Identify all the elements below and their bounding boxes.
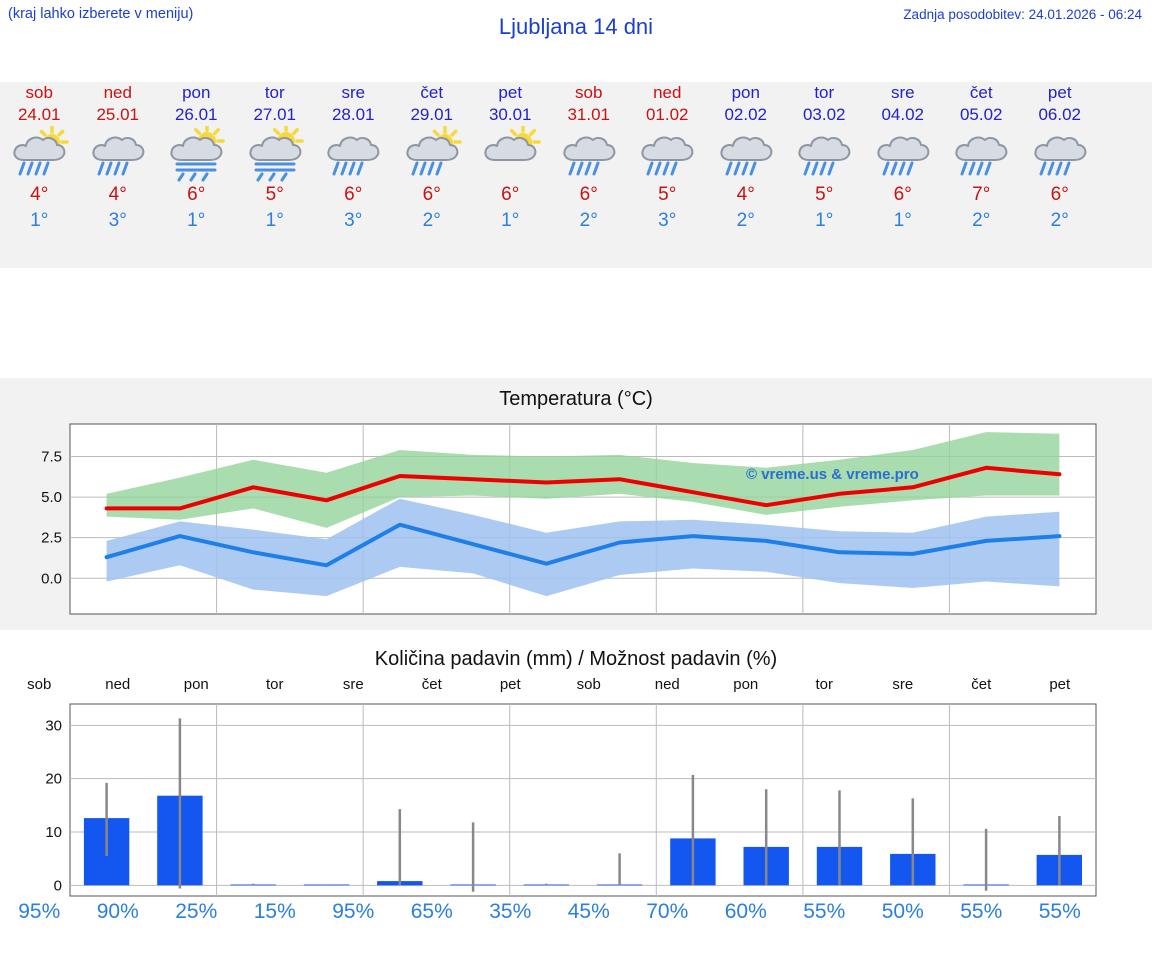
day-max-temp: 6° bbox=[187, 184, 206, 205]
cloud-rain-icon bbox=[864, 126, 943, 182]
forecast-day-column[interactable] bbox=[550, 82, 629, 234]
precipitation-probability-label: 25% bbox=[175, 900, 218, 923]
day-of-week-label: tor bbox=[814, 83, 835, 102]
day-date-label: 27.01 bbox=[253, 105, 297, 124]
precipitation-chart-title: Količina padavin (mm) / Možnost padavin (%) bbox=[374, 648, 778, 670]
day-of-week-label: sob bbox=[25, 83, 53, 102]
day-of-week-label: čet bbox=[969, 83, 993, 102]
day-date-label: 03.02 bbox=[802, 105, 846, 124]
precipitation-probability-label: 95% bbox=[18, 900, 61, 923]
day-max-temp: 5° bbox=[815, 184, 834, 205]
day-max-temp: 7° bbox=[972, 184, 991, 205]
day-of-week-label: sre bbox=[341, 83, 366, 102]
sun-cloud-snow-icon bbox=[236, 126, 315, 182]
day-date-label: 01.02 bbox=[645, 105, 689, 124]
day-min-temp: 1° bbox=[265, 210, 284, 231]
precipitation-day-label: pet bbox=[499, 676, 521, 693]
day-of-week-label: sob bbox=[575, 83, 603, 102]
day-max-temp: 6° bbox=[344, 184, 363, 205]
forecast-day-column[interactable] bbox=[157, 82, 236, 234]
precipitation-chart bbox=[0, 700, 1152, 905]
precipitation-probability-label: 55% bbox=[803, 900, 846, 923]
precipitation-day-label: tor bbox=[265, 676, 284, 693]
precipitation-probability-label: 35% bbox=[489, 900, 532, 923]
day-max-temp: 6° bbox=[893, 184, 912, 205]
day-max-temp: 6° bbox=[579, 184, 598, 205]
precipitation-probability-label: 55% bbox=[1038, 900, 1081, 923]
sun-cloud-icon bbox=[471, 126, 550, 182]
day-max-temp: 6° bbox=[501, 184, 520, 205]
page-header bbox=[0, 0, 1152, 60]
cloud-rain-icon bbox=[785, 126, 864, 182]
forecast-day-column[interactable] bbox=[314, 82, 393, 234]
precipitation-probability-label: 90% bbox=[96, 900, 139, 923]
cloud-rain-icon bbox=[79, 126, 158, 182]
day-min-temp: 2° bbox=[422, 210, 441, 231]
precipitation-day-label: ned bbox=[654, 676, 680, 693]
day-date-label: 06.02 bbox=[1038, 105, 1082, 124]
last-updated-label: Zadnja posodobitev: 24.01.2026 - 06:24 bbox=[903, 7, 1142, 22]
precipitation-day-label: sre bbox=[342, 676, 364, 693]
precipitation-day-label: sob bbox=[576, 676, 601, 693]
day-date-label: 30.01 bbox=[488, 105, 532, 124]
precipitation-probability-label: 50% bbox=[881, 900, 924, 923]
day-date-label: 02.02 bbox=[724, 105, 768, 124]
svg-text:20: 20 bbox=[45, 770, 62, 788]
forecast-day-column[interactable] bbox=[864, 82, 943, 234]
day-max-temp: 5° bbox=[658, 184, 677, 205]
precipitation-day-label: pon bbox=[183, 676, 209, 693]
day-min-temp: 2° bbox=[972, 210, 991, 231]
precipitation-probability-label: 15% bbox=[253, 900, 296, 923]
precipitation-day-label: čet bbox=[421, 676, 442, 693]
day-max-temp: 6° bbox=[1050, 184, 1069, 205]
page-title: Ljubljana 14 dni bbox=[498, 14, 654, 39]
day-max-temp: 4° bbox=[30, 184, 49, 205]
precipitation-day-label: sob bbox=[27, 676, 52, 693]
precipitation-probability-row bbox=[0, 900, 1152, 924]
forecast-day-column[interactable] bbox=[1021, 82, 1100, 234]
day-max-temp: 5° bbox=[265, 184, 284, 205]
day-of-week-label: sre bbox=[890, 83, 915, 102]
cloud-rain-icon bbox=[550, 126, 629, 182]
day-date-label: 04.02 bbox=[881, 105, 925, 124]
day-of-week-label: ned bbox=[653, 83, 682, 102]
day-min-temp: 1° bbox=[893, 210, 912, 231]
forecast-day-column[interactable] bbox=[236, 82, 315, 234]
forecast-day-column[interactable] bbox=[628, 82, 707, 234]
cloud-rain-icon bbox=[1021, 126, 1100, 182]
svg-text:7.5: 7.5 bbox=[41, 448, 62, 466]
precipitation-probability-label: 70% bbox=[646, 900, 689, 923]
forecast-day-column[interactable] bbox=[0, 82, 79, 234]
precipitation-probability-label: 95% bbox=[332, 900, 375, 923]
copyright-label: © vreme.us & vreme.pro bbox=[746, 466, 919, 483]
svg-text:2.5: 2.5 bbox=[41, 529, 62, 547]
cloud-rain-icon bbox=[942, 126, 1021, 182]
forecast-day-column[interactable] bbox=[393, 82, 472, 234]
day-of-week-label: ned bbox=[103, 83, 132, 102]
day-max-temp: 4° bbox=[736, 184, 755, 205]
svg-text:0: 0 bbox=[53, 877, 62, 895]
day-date-label: 24.01 bbox=[17, 105, 61, 124]
day-min-temp: 3° bbox=[344, 210, 363, 231]
day-min-temp: 3° bbox=[108, 210, 127, 231]
forecast-day-column[interactable] bbox=[707, 82, 786, 234]
cloud-rain-icon bbox=[707, 126, 786, 182]
day-date-label: 29.01 bbox=[410, 105, 454, 124]
cloud-rain-icon bbox=[628, 126, 707, 182]
day-date-label: 28.01 bbox=[331, 105, 375, 124]
svg-text:10: 10 bbox=[45, 824, 62, 841]
svg-text:5.0: 5.0 bbox=[41, 489, 62, 507]
forecast-day-column[interactable] bbox=[471, 82, 550, 234]
temperature-chart-title: Temperatura (°C) bbox=[499, 388, 653, 410]
temperature-chart bbox=[0, 418, 1152, 630]
day-min-temp: 2° bbox=[579, 210, 598, 231]
precipitation-probability-label: 55% bbox=[960, 900, 1003, 923]
precipitation-probability-label: 65% bbox=[410, 900, 453, 923]
day-of-week-label: čet bbox=[420, 83, 444, 102]
day-min-temp: 1° bbox=[815, 210, 834, 231]
precipitation-probability-label: 45% bbox=[567, 900, 610, 923]
forecast-day-column[interactable] bbox=[785, 82, 864, 234]
cloud-rain-icon bbox=[314, 126, 393, 182]
day-of-week-label: tor bbox=[264, 83, 285, 102]
precipitation-day-label: čet bbox=[971, 676, 992, 693]
precipitation-day-labels bbox=[0, 676, 1152, 693]
day-max-temp: 6° bbox=[422, 184, 441, 205]
svg-text:0.0: 0.0 bbox=[41, 570, 62, 588]
precipitation-probability-label: 60% bbox=[724, 900, 767, 923]
precipitation-day-label: pet bbox=[1049, 676, 1071, 693]
svg-text:30: 30 bbox=[45, 717, 62, 735]
day-date-label: 26.01 bbox=[174, 105, 218, 124]
day-min-temp: 2° bbox=[1050, 210, 1069, 231]
day-of-week-label: pon bbox=[731, 83, 760, 102]
day-min-temp: 1° bbox=[187, 210, 206, 231]
day-min-temp: 2° bbox=[736, 210, 755, 231]
forecast-day-column[interactable] bbox=[942, 82, 1021, 234]
day-date-label: 31.01 bbox=[567, 105, 611, 124]
precipitation-day-label: sre bbox=[892, 676, 914, 693]
day-date-label: 05.02 bbox=[959, 105, 1003, 124]
precipitation-day-label: pon bbox=[733, 676, 759, 693]
day-of-week-label: pet bbox=[1047, 83, 1072, 102]
day-min-temp: 1° bbox=[30, 210, 49, 231]
precipitation-day-label: tor bbox=[815, 676, 833, 693]
forecast-day-column[interactable] bbox=[79, 82, 158, 234]
day-of-week-label: pet bbox=[498, 83, 523, 102]
day-max-temp: 4° bbox=[108, 184, 127, 205]
sun-rain-icon bbox=[393, 126, 472, 182]
day-of-week-label: pon bbox=[182, 83, 211, 102]
forecast-day-strip bbox=[0, 82, 1152, 268]
precipitation-day-label: ned bbox=[105, 676, 131, 693]
sun-cloud-snow-icon bbox=[157, 126, 236, 182]
day-min-temp: 1° bbox=[501, 210, 520, 231]
day-date-label: 25.01 bbox=[96, 105, 140, 124]
day-min-temp: 3° bbox=[658, 210, 677, 231]
menu-note: (kraj lahko izberete v meniju) bbox=[8, 6, 194, 22]
sun-rain-icon bbox=[0, 126, 79, 182]
